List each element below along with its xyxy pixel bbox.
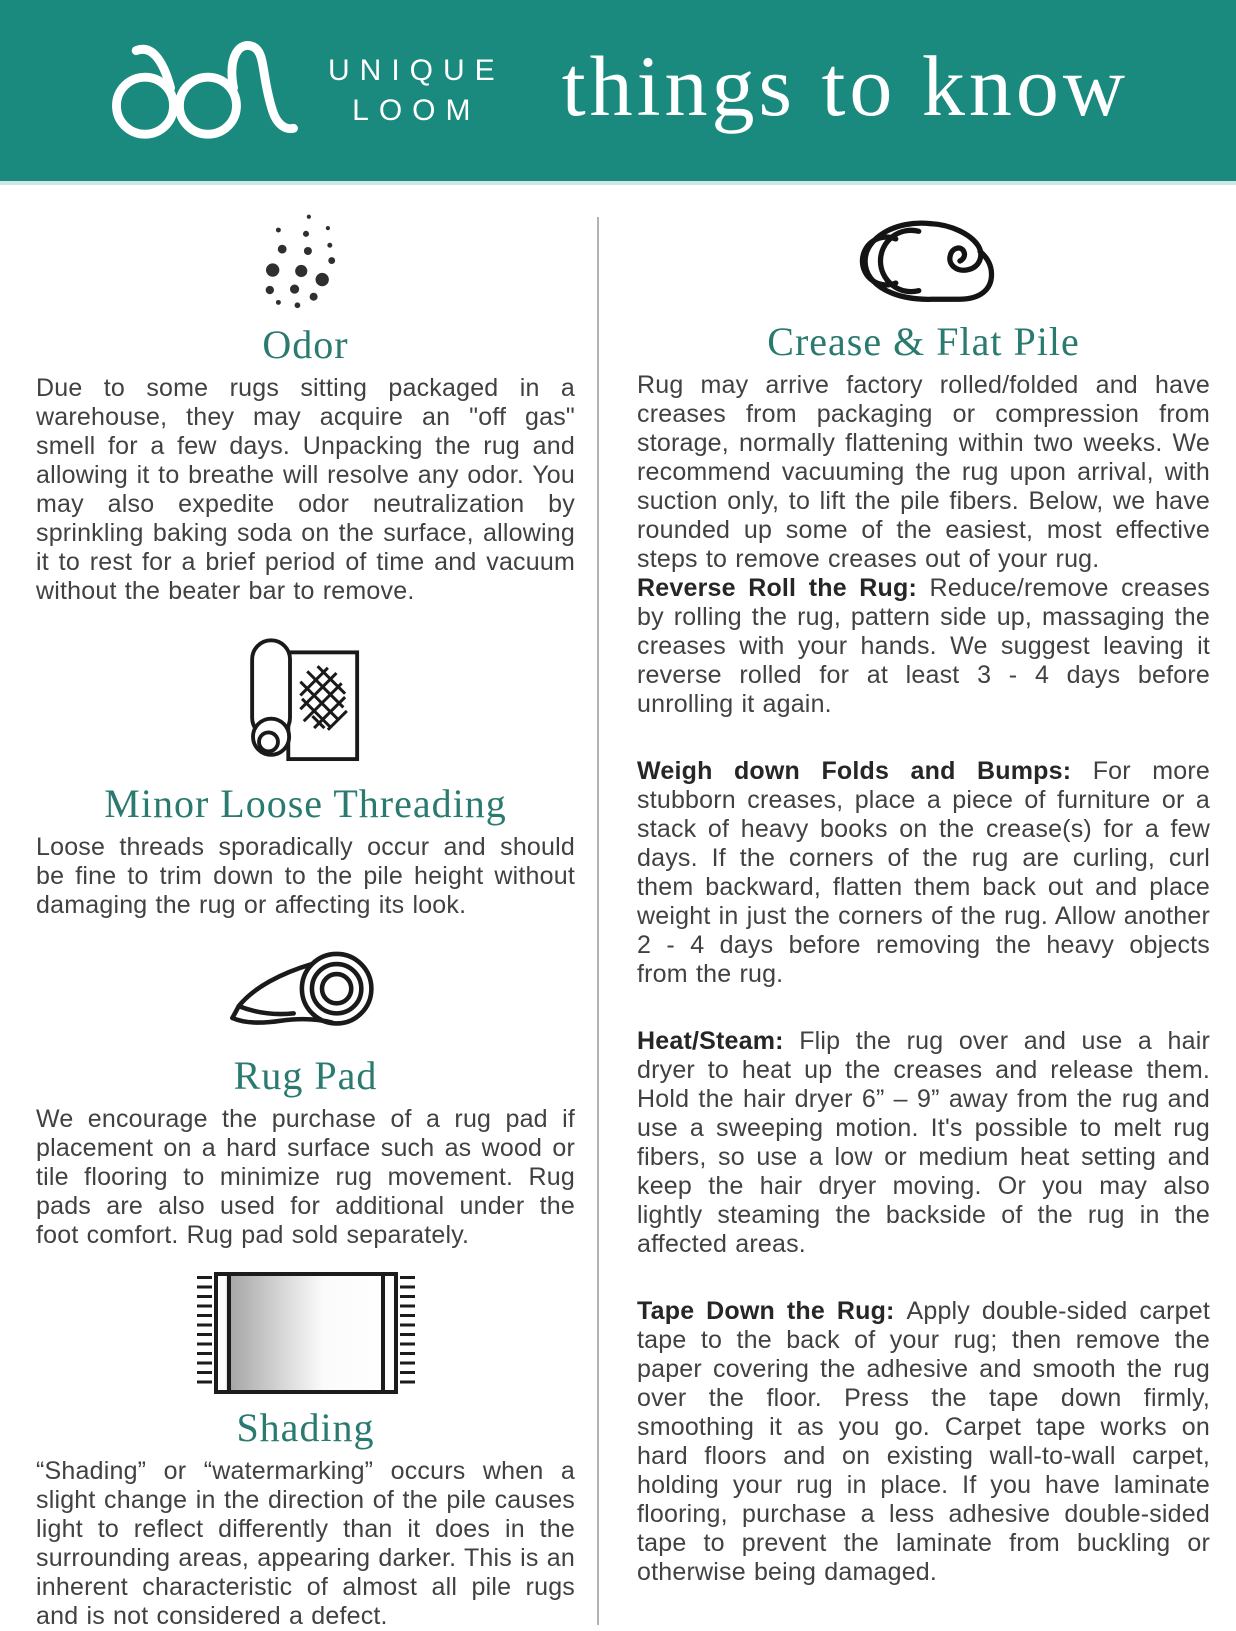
right-column: [597, 185, 1236, 1631]
section-body-shading: “Shading” or “watermarking” occurs when a slight change in the direction of the pile causes light to reflect differently than it does in the surrounding areas, appearing darker. This is an inherent characteristic of almost all pile rugs and is not considered a defect.: [36, 1457, 575, 1630]
shaded-rug-graphic: [197, 1272, 415, 1394]
rug-pad-roll-icon: [36, 938, 575, 1044]
section-body-crease-flat-pile: Rug may arrive factory rolled/folded and have creases from packaging or compression from storage, normally flattening within two weeks. We recommend vacuuming the rug upon arrival, with suction only, to lift the pile fibers. Below, we have rounded up some of the easiest, most effective steps to remove creases out of your rug.: [637, 371, 1210, 573]
section-heading-crease-flat-pile: Crease & Flat Pile: [767, 319, 1080, 364]
column-divider: [597, 217, 599, 1625]
brand-name-line2: LOOM: [352, 93, 481, 127]
section-body-rug-pad: We encourage the purchase of a rug pad if placement on a hard surface such as wood or tile flooring to minimize rug movement. Rug pads are also used for additional under the foot comfort. Rug pad sold separately.: [36, 1105, 575, 1249]
section-heading-rug-pad: Rug Pad: [233, 1053, 378, 1098]
section-heading-shading: Shading: [236, 1405, 375, 1450]
tip-tape-down: [637, 1297, 1210, 1587]
tip-weigh-down-label: Weigh down Folds and Bumps:: [637, 757, 1093, 785]
tip-tape-down-text: Apply double-sided carpet tape to the back of your rug; then remove the paper covering the adhesive and smooth the rug over the floor. Press the tape down firmly, smoothing it as you go. Carpet tape works on hard floors and on existing wall-to-wall carpet, holding your rug in place. If you have laminate flooring, purchase a less adhesive double-sided tape to prevent the laminate from buckling or otherwise being damaged.: [637, 1297, 1211, 1586]
left-column: [0, 185, 597, 1631]
tip-reverse-roll-label: Reverse Roll the Rug:: [637, 574, 930, 602]
rolled-rug-side-icon: [637, 215, 1210, 306]
rolled-rug-lattice-icon: [36, 630, 575, 772]
tip-heat-steam-text: Flip the rug over and use a hair dryer to heat up the creases and release them. Hold the hair dryer 6” – 9” away from the rug and use a sweeping motion. It's possible to melt rug fibers, so use a low or medium heat setting and keep the hair dryer moving. Or you may also lightly steaming the backside of the rug in the affected areas.: [637, 1027, 1210, 1258]
tip-heat-steam: [637, 1027, 1210, 1259]
section-heading-odor: Odor: [262, 322, 349, 367]
shaded-rug-icon: [36, 1272, 575, 1394]
brand-name-line1: UNIQUE: [328, 53, 505, 87]
section-body-odor: Due to some rugs sitting packaged in a warehouse, they may acquire an "off gas" smell for a few days. Unpacking the rug and allowing it to breathe will resolve any odor. You may also expedite odor neutralization by sprinkling baking soda on the surface, allowing it to rest for a brief period of time and vacuum without the beater bar to remove.: [36, 374, 575, 605]
section-crease-flat-pile: [637, 215, 1210, 1587]
section-odor: [36, 211, 575, 606]
section-heading-minor-loose-threading: Minor Loose Threading: [104, 781, 507, 826]
section-body-minor-loose-threading: Loose threads sporadically occur and should be fine to trim down to the pile height without damaging the rug or affecting its look.: [36, 833, 575, 919]
tip-tape-down-label: Tape Down the Rug:: [637, 1297, 907, 1325]
tip-reverse-roll: [637, 574, 1210, 719]
unique-loom-logo-icon: [104, 29, 304, 152]
brand-name: [328, 51, 505, 131]
tip-reverse-roll-text: Reduce/remove creases by rolling the rug, pattern side up, massaging the creases with your hands. We suggest leaving it reverse rolled for at least 3 - 4 days before unrolling it again.: [637, 574, 1211, 718]
odor-dots-icon: [36, 211, 575, 311]
tip-weigh-down-text: For more stubborn creases, place a piece of furniture or a stack of heavy books on the crease(s) for a few days. If the corners of the rug are curling, curl them backward, flatten them back out and place weight in just the corners of the rug. Allow another 2 - 4 days before removing the heavy objects from the rug.: [637, 757, 1210, 988]
page-title: things to know: [561, 37, 1129, 134]
section-rug-pad: [36, 938, 575, 1250]
tip-weigh-down: [637, 757, 1210, 989]
section-shading: [36, 1272, 575, 1631]
header-banner: [0, 0, 1236, 185]
tip-heat-steam-label: Heat/Steam:: [637, 1027, 800, 1055]
section-minor-loose-threading: [36, 630, 575, 920]
content-area: [0, 185, 1236, 1631]
